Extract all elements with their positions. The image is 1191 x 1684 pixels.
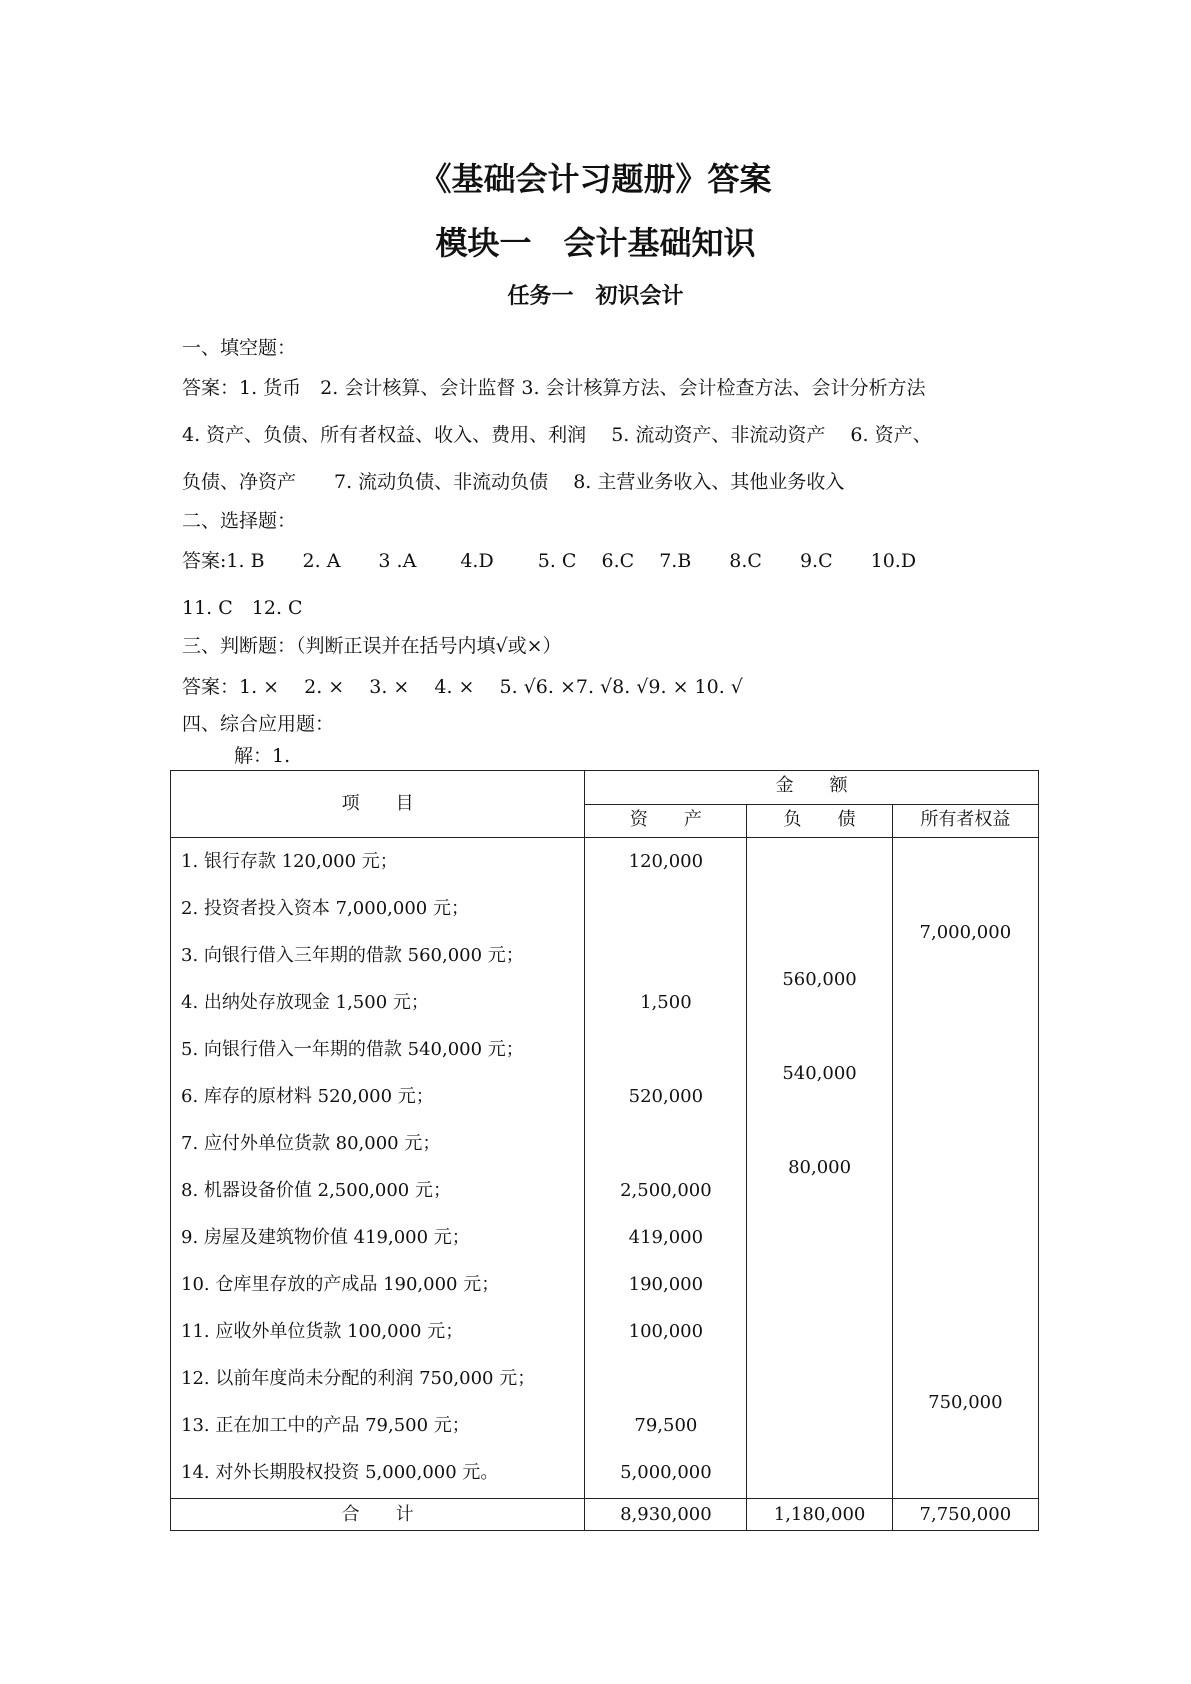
fill-answer-line: 负债、净资产 7. 流动负债、非流动负债 8. 主营业务收入、其他业务收入 <box>182 471 845 493</box>
apply-heading: 四、综合应用题： <box>182 713 335 735</box>
module-title: 模块一 会计基础知识 <box>435 224 756 262</box>
asset-value: 5,000,000 <box>620 1462 712 1483</box>
total-liabilities: 1,180,000 <box>773 1504 866 1525</box>
task-title: 任务一 初识会计 <box>507 284 684 309</box>
header-amount <box>585 771 1039 805</box>
header-liabilities-label: 负 债 <box>783 808 856 830</box>
items-column <box>171 838 585 1499</box>
asset-value: 190,000 <box>628 1274 704 1295</box>
header-equity <box>892 804 1038 838</box>
table-item-row: 3. 向银行借入三年期的借款 560,000 元； <box>181 945 524 966</box>
assets-column <box>585 838 747 1499</box>
header-equity-label: 所有者权益 <box>920 808 1011 830</box>
table-item-row: 8. 机器设备价值 2,500,000 元； <box>181 1180 451 1201</box>
document-title: 《基础会计习题册》答案 <box>419 160 772 198</box>
header-amount-label: 金 额 <box>775 775 848 796</box>
total-equity: 7,750,000 <box>919 1504 1012 1525</box>
asset-value: 520,000 <box>628 1086 704 1107</box>
equity-value: 750,000 <box>928 1391 1003 1413</box>
table-item-row: 4. 出纳处存放现金 1,500 元； <box>181 992 429 1013</box>
fill-answer-line: 4. 资产、负债、所有者权益、收入、费用、利润 5. 流动资产、非流动资产 6. 资产、 <box>182 424 932 446</box>
liability-value: 560,000 <box>782 968 857 990</box>
total-assets: 8,930,000 <box>620 1504 712 1525</box>
asset-value: 1,500 <box>640 992 692 1013</box>
liabilities-values <box>747 838 891 1498</box>
table-item-row: 12. 以前年度尚未分配的利润 750,000 元； <box>181 1368 536 1389</box>
asset-value: 100,000 <box>628 1321 704 1342</box>
fill-heading: 一、填空题： <box>182 337 297 359</box>
equity-column <box>892 838 1038 1499</box>
table-item-row: 2. 投资者投入资本 7,000,000 元； <box>181 898 469 919</box>
fill-answer-line: 答案：1. 货币 2. 会计核算、会计监督 3. 会计核算方法、会计检查方法、会计分析方法 <box>182 377 926 399</box>
total-assets-cell <box>585 1499 747 1531</box>
total-label: 合 计 <box>341 1504 414 1525</box>
table-item-row: 7. 应付外单位货款 80,000 元； <box>181 1133 441 1154</box>
table-item-row: 6. 库存的原材料 520,000 元； <box>181 1086 434 1107</box>
assets-values <box>585 838 746 1498</box>
asset-value: 419,000 <box>628 1227 704 1248</box>
header-item <box>171 771 585 838</box>
balance-table <box>170 770 1039 1531</box>
table-item-row: 11. 应收外单位货款 100,000 元； <box>181 1321 464 1342</box>
judge-answer-line: 答案：1. × 2. × 3. × 4. × 5. √6. ×7. √8. √9. × 10. √ <box>182 676 743 698</box>
liability-value: 540,000 <box>782 1062 857 1084</box>
table-item-row: 14. 对外长期股权投资 5,000,000 元。 <box>181 1462 499 1483</box>
table-item-row: 10. 仓库里存放的产成品 190,000 元； <box>181 1274 500 1295</box>
equity-values <box>893 838 1038 1498</box>
items-list <box>171 838 584 1508</box>
asset-value: 79,500 <box>634 1415 698 1436</box>
choice-answer-line: 11. C 12. C <box>182 597 303 619</box>
solve-label: 解：1. <box>234 745 291 767</box>
table-item-row: 9. 房屋及建筑物价值 419,000 元； <box>181 1227 470 1248</box>
total-liabilities-cell <box>747 1499 892 1531</box>
table-item-row: 5. 向银行借入一年期的借款 540,000 元； <box>181 1039 524 1060</box>
asset-value: 2,500,000 <box>620 1180 712 1201</box>
equity-value: 7,000,000 <box>919 921 1012 943</box>
header-assets-label: 资 产 <box>629 808 702 830</box>
total-equity-cell <box>892 1499 1038 1531</box>
liability-value: 80,000 <box>788 1156 852 1178</box>
table-item-row: 1. 银行存款 120,000 元； <box>181 851 398 872</box>
header-assets <box>585 804 747 838</box>
liabilities-column <box>747 838 892 1499</box>
table-item-row: 13. 正在加工中的产品 79,500 元； <box>181 1415 470 1436</box>
header-item-label: 项 目 <box>341 793 414 814</box>
header-liabilities <box>747 804 892 838</box>
choice-heading: 二、选择题： <box>182 510 297 532</box>
asset-value: 120,000 <box>628 851 704 872</box>
choice-answer-line: 答案:1. B 2. A 3 .A 4.D 5. C 6.C 7.B 8.C 9.C 10.D <box>182 550 917 572</box>
judge-heading: 三、判断题：（判断正误并在括号内填√或×） <box>182 635 562 657</box>
